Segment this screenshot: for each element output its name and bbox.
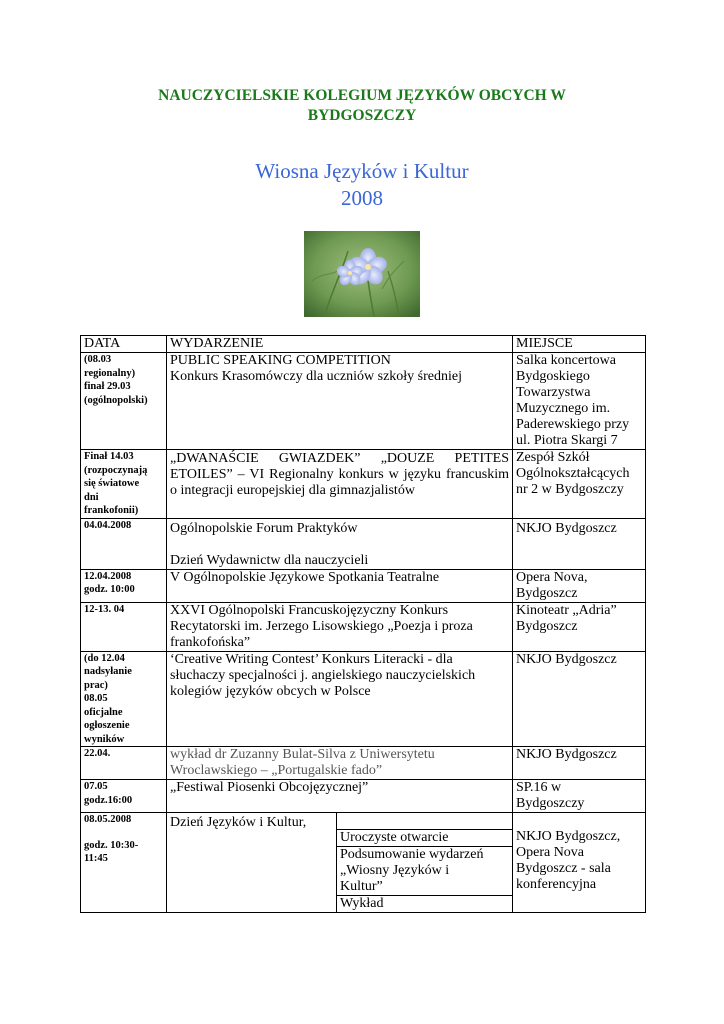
event-place: Kinoteatr „Adria” Bydgoszcz bbox=[513, 602, 646, 651]
event-description: PUBLIC SPEAKING COMPETITION Konkurs Krasomówczy dla uczniów szkoły średniej bbox=[167, 353, 513, 450]
table-row bbox=[81, 450, 646, 519]
event-title-line-2: 2008 bbox=[341, 186, 383, 210]
sub-event-empty bbox=[337, 813, 513, 830]
table-row bbox=[81, 747, 646, 780]
event-date: Finał 14.03 (rozpoczynają się światowe dni frankofonii) bbox=[81, 450, 167, 519]
event-date: 12.04.2008 godz. 10:00 bbox=[81, 569, 167, 602]
event-description: ‘Creative Writing Contest’ Konkurs Literacki - dla słuchaczy specjalności j. angielskiego nauczycielskich kolegiów języków obcych w Polsce bbox=[167, 651, 513, 747]
header-event: WYDARZENIE bbox=[167, 336, 513, 353]
organization-name-line-2: BYDGOSZCZY bbox=[307, 107, 417, 124]
table-row bbox=[81, 569, 646, 602]
organization-name-line-1: NAUCZYCIELSKIE KOLEGIUM JĘZYKÓW OBCYCH W bbox=[158, 87, 566, 104]
sub-event-lecture: Wykład bbox=[337, 896, 513, 913]
event-description: XXVI Ogólnopolski Francuskojęzyczny Konkurs Recytatorski im. Jerzego Lisowskiego „Poezja i proza frankofońska” bbox=[167, 602, 513, 651]
event-place: NKJO Bydgoszcz, Opera Nova Bydgoszcz - sala konferencyjna bbox=[513, 813, 646, 913]
table-header-row bbox=[81, 336, 646, 353]
event-date: (08.03 regionalny) finał 29.03 (ogólnopolski) bbox=[81, 353, 167, 450]
table-row bbox=[81, 602, 646, 651]
event-description: „Festiwal Piosenki Obcojęzycznej” bbox=[167, 780, 513, 813]
table-row bbox=[81, 353, 646, 450]
event-place: Salka koncertowa Bydgoskiego Towarzystwa Muzycznego im. Paderewskiego przy ul. Piotra Skargi 7 bbox=[513, 353, 646, 450]
event-title-line-1: Wiosna Języków i Kultur bbox=[255, 159, 469, 183]
header-date: DATA bbox=[81, 336, 167, 353]
event-description: V Ogólnopolskie Językowe Spotkania Teatralne bbox=[167, 569, 513, 602]
event-date: 04.04.2008 bbox=[81, 518, 167, 569]
event-date: 22.04. bbox=[81, 747, 167, 780]
event-description: Dzień Języków i Kultur, bbox=[167, 813, 337, 913]
flax-flower-photo bbox=[304, 231, 420, 317]
event-place: NKJO Bydgoszcz bbox=[513, 747, 646, 780]
sub-event-opening: Uroczyste otwarcie bbox=[337, 830, 513, 847]
event-place: Zespół Szkół Ogólnokształcących nr 2 w Bydgoszczy bbox=[513, 450, 646, 519]
event-date: 12-13. 04 bbox=[81, 602, 167, 651]
event-description: Ogólnopolskie Forum Praktyków Dzień Wydawnictw dla nauczycieli bbox=[167, 518, 513, 569]
event-place: Opera Nova, Bydgoszcz bbox=[513, 569, 646, 602]
event-place: NKJO Bydgoszcz bbox=[513, 651, 646, 747]
event-date: (do 12.04 nadsyłanie prac) 08.05 oficjalne ogłoszenie wyników bbox=[81, 651, 167, 747]
event-place: SP.16 w Bydgoszczy bbox=[513, 780, 646, 813]
table-row bbox=[81, 813, 646, 830]
event-description: „DWANAŚCIE GWIAZDEK” „DOUZE PETITES ETOILES” – VI Regionalny konkurs w języku francuskim o integracji europejskiej dla gimnazjalistów bbox=[167, 450, 513, 519]
event-date: 07.05 godz.16:00 bbox=[81, 780, 167, 813]
event-place: NKJO Bydgoszcz bbox=[513, 518, 646, 569]
event-description: wykład dr Zuzanny Bulat-Silva z Uniwersytetu Wroclawskiego – „Portugalskie fado” bbox=[167, 747, 513, 780]
header-place: MIEJSCE bbox=[513, 336, 646, 353]
sub-event-summary: Podsumowanie wydarzeń „Wiosny Języków i Kultur” bbox=[337, 847, 513, 896]
table-row bbox=[81, 518, 646, 569]
events-table bbox=[80, 335, 646, 913]
table-row bbox=[81, 780, 646, 813]
table-row bbox=[81, 651, 646, 747]
event-title bbox=[60, 158, 664, 212]
organization-name bbox=[60, 86, 664, 126]
event-date: 08.05.2008 godz. 10:30- 11:45 bbox=[81, 813, 167, 913]
